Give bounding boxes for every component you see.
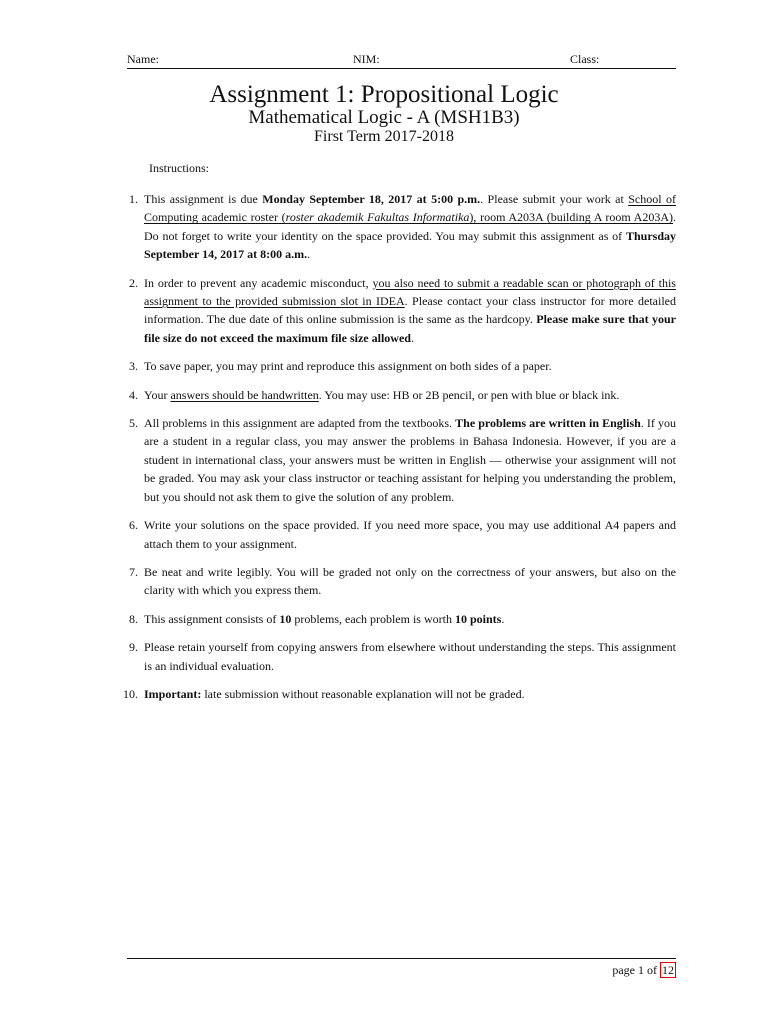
list-item xyxy=(129,386,676,404)
item-bold: Monday September 18, 2017 at 5:00 p.m. xyxy=(262,192,481,206)
item-number: 1. xyxy=(129,192,138,206)
item-text: To save paper, you may print and reproduce this assignment on both sides of a paper. xyxy=(144,359,552,374)
item-text: Be neat and write legibly. You will be graded not only on the correctness of your answers, but also on the clarity with which you express them. xyxy=(144,564,676,598)
item-text: . Please contact your class instructor for more detailed information. The due date of this online submission is the same as the hardcopy. xyxy=(144,294,676,327)
identity-header xyxy=(127,52,676,69)
item-text: . xyxy=(410,330,414,345)
list-item xyxy=(129,414,676,506)
item-text: . xyxy=(307,247,311,262)
list-item xyxy=(129,190,677,264)
item-bold: 10 points xyxy=(454,611,502,626)
instructions-heading: Instructions: xyxy=(149,161,209,175)
item-bold: 10 xyxy=(279,611,292,626)
item-number: 2. xyxy=(129,275,138,290)
list-item xyxy=(129,563,676,600)
name-label: Name: xyxy=(127,52,159,66)
page-number-text: page 1 of xyxy=(612,963,660,977)
item-number: 8. xyxy=(129,611,138,626)
item-underline: answers should be handwritten xyxy=(170,387,319,402)
list-item xyxy=(129,516,676,553)
item-text: . If you are a student in a regular class, you may answer the problems in Bahasa Indonesia. However, if you are a student in international class, your answers must be written in English — otherwise your assignment will not be graded. You may ask your class instructor or teaching assistant for helping you understanding the problem, but you should not ask them to give the solution of any problem. xyxy=(144,416,676,504)
item-underline-text: ), room A203A (building A room A203A) xyxy=(469,210,674,225)
total-pages-link[interactable]: 12 xyxy=(662,963,674,977)
item-bold: The problems are written in English xyxy=(455,416,641,431)
footer-divider xyxy=(127,958,676,959)
item-number: 6. xyxy=(129,518,138,533)
list-item xyxy=(129,357,676,375)
item-bold: Important: xyxy=(144,686,202,701)
item-text: Please retain yourself from copying answers from elsewhere without understanding the steps. This assignment is an individual evaluation. xyxy=(144,640,676,673)
item-number: 10. xyxy=(123,686,138,701)
item-bold: Please make sure that your file size do not exceed the maximum file size allowed xyxy=(144,312,676,345)
nim-label: NIM: xyxy=(353,52,380,66)
document-title: Assignment 1: Propositional Logic xyxy=(209,81,559,108)
list-item xyxy=(129,638,676,675)
item-number: 3. xyxy=(129,359,138,374)
item-number: 7. xyxy=(129,564,138,579)
instructions-list xyxy=(123,190,677,713)
term-label: First Term 2017-2018 xyxy=(314,128,454,145)
item-bold: Thursday September 14, 2017 at 8:00 a.m. xyxy=(144,228,676,262)
item-text: This assignment consists of xyxy=(144,611,280,626)
item-text: . Do not forget to write your identity on the space provided. You may submit this assignment as of xyxy=(144,210,677,243)
item-text: . Please submit your work at xyxy=(480,192,629,206)
item-number: 9. xyxy=(129,640,138,655)
item-text: . You may use: HB or 2B pencil, or pen with blue or black ink. xyxy=(318,387,620,402)
list-item xyxy=(129,274,676,348)
item-text: In order to prevent any academic misconduct, xyxy=(144,275,373,290)
item-text: This assignment is due xyxy=(144,192,263,206)
item-text: All problems in this assignment are adapted from the textbooks. xyxy=(144,416,456,431)
list-item xyxy=(123,685,676,703)
item-text: problems, each problem is worth xyxy=(291,611,455,626)
item-text: Write your solutions on the space provided. If you need more space, you may use additional A4 papers and attach them to your assignment. xyxy=(144,518,676,551)
item-underline: you also need to submit a readable scan or photograph of this assignment to the provided submission slot in IDEA xyxy=(144,275,676,309)
page-footer xyxy=(612,962,676,978)
item-number: 4. xyxy=(129,387,138,402)
item-number: 5. xyxy=(129,416,138,431)
item-text: late submission without reasonable explanation will not be graded. xyxy=(201,686,525,701)
class-label: Class: xyxy=(570,52,600,66)
item-text: Your xyxy=(144,387,171,402)
course-subtitle: Mathematical Logic - A (MSH1B3) xyxy=(248,107,520,128)
list-item xyxy=(129,610,676,628)
item-italic: roster akademik Fakultas Informatika xyxy=(285,210,470,225)
item-text: . xyxy=(501,611,505,626)
item-underline-text: School of Computing academic roster ( xyxy=(144,192,676,225)
